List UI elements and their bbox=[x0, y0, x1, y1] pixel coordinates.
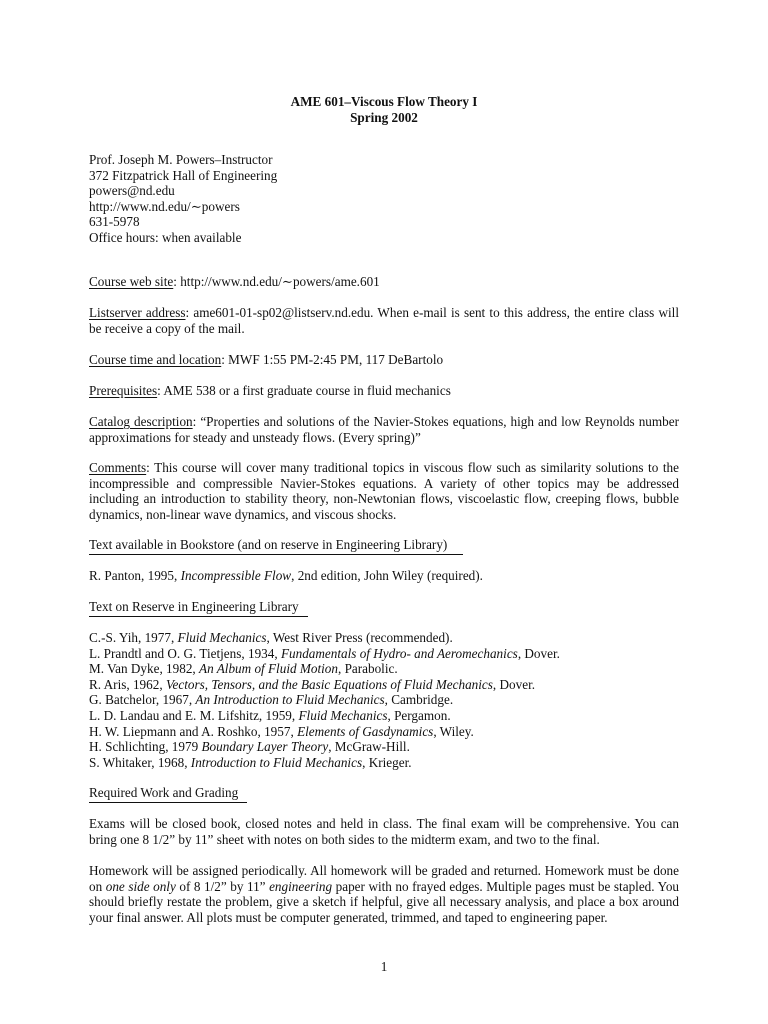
course-term: Spring 2002 bbox=[350, 110, 418, 125]
reserve-entry: L. Prandtl and O. G. Tietjens, 1934, Fundamentals of Hydro- and Aeromechanics, Dover. bbox=[89, 645, 560, 661]
course-time-location bbox=[89, 352, 679, 368]
office-hours: Office hours: when available bbox=[89, 229, 242, 245]
bookstore-heading-rule bbox=[89, 554, 463, 555]
one-side-only: one side only bbox=[105, 878, 176, 894]
instructor-email: powers@nd.edu bbox=[89, 183, 175, 199]
reserve-list bbox=[89, 630, 679, 770]
reserve-entry: M. Van Dyke, 1982, An Album of Fluid Motion, Parabolic. bbox=[89, 661, 398, 677]
required-text-entry bbox=[89, 568, 679, 584]
reserve-entry: R. Aris, 1962, Vectors, Tensors, and the Basic Equations of Fluid Mechanics, Dover. bbox=[89, 676, 536, 692]
course-web-value: : http://www.nd.edu/∼powers/ame.601 bbox=[173, 274, 380, 289]
reserve-heading-rule bbox=[89, 616, 308, 617]
instructor-name: Prof. Joseph M. Powers–Instructor bbox=[89, 152, 273, 167]
course-web-label: Course web site bbox=[89, 274, 174, 289]
reserve-entry: H. W. Liepmann and A. Roshko, 1957, Elements of Gasdynamics, Wiley. bbox=[89, 723, 474, 739]
reserve-entry: S. Whitaker, 1968, Introduction to Fluid Mechanics, Krieger. bbox=[89, 754, 412, 770]
homework-paragraph: Homework will be assigned periodically. All homework will be graded and returned. Homework must be done on one side only of 8 1/2” by 11” engineering paper with no frayed edges. Multiple pages must be stapled. You should briefly restate the problem, give a sketch if helpful, give all necessary analysis, and place a box around your final answer. All plots must be computer generated, trimmed, and taped to engineering paper. bbox=[89, 863, 680, 925]
engineering-emphasis: engineering bbox=[269, 878, 333, 894]
ref-publisher: , 2nd edition, John Wiley (required). bbox=[291, 568, 483, 583]
prerequisites-label: Prerequisites bbox=[89, 383, 158, 398]
bookstore-heading: Text available in Bookstore (and on reserve in Engineering Library) bbox=[89, 537, 448, 552]
reserve-entry: G. Batchelor, 1967, An Introduction to Fluid Mechanics, Cambridge. bbox=[89, 692, 454, 708]
listserver-value: : ame601-01-sp02@listserv.nd.edu. When e-mail is sent to this address, the entire class will be receive a copy of the mail. bbox=[89, 305, 679, 336]
reserve-entry: H. Schlichting, 1979 Boundary Layer Theory, McGraw-Hill. bbox=[89, 739, 410, 755]
listserver-label: Listserver address bbox=[89, 305, 186, 320]
exams-paragraph: Exams will be closed book, closed notes and held in class. The final exam will be comprehensive. You can bring one 8 1/2” by 11” sheet with notes on both sides to the midterm exam, and two to the final. bbox=[89, 816, 679, 847]
catalog-description bbox=[89, 414, 679, 445]
reserve-entry: C.-S. Yih, 1977, Fluid Mechanics, West River Press (recommended). bbox=[89, 630, 453, 645]
ref-author: R. Panton, 1995, bbox=[89, 568, 181, 583]
comments-value: : This course will cover many traditional topics in viscous flow such as similarity solutions to the incompressible and compressible Navier-Stokes equations. A variety of other topics may be addressed including an introduction to stability theory, non-Newtonian flows, viscoelastic flow, creeping flows, bubble dynamics, non-linear wave dynamics, and viscous shocks. bbox=[89, 460, 679, 522]
reserve-entry: L. D. Landau and E. M. Lifshitz, 1959, Fluid Mechanics, Pergamon. bbox=[89, 707, 451, 723]
catalog-value: : “Properties and solutions of the Navier-Stokes equations, high and low Reynolds number approximations for steady and unsteady flows. (Every spring)” bbox=[89, 414, 679, 445]
course-title: AME 601–Viscous Flow Theory I bbox=[290, 94, 478, 109]
instructor-web: http://www.nd.edu/∼powers bbox=[89, 198, 240, 214]
ref-title: Incompressible Flow bbox=[180, 568, 292, 583]
instructor-info bbox=[89, 152, 679, 246]
course-time-value: : MWF 1:55 PM-2:45 PM, 117 DeBartolo bbox=[221, 352, 444, 367]
comments-paragraph bbox=[89, 460, 679, 522]
reserve-heading: Text on Reserve in Engineering Library bbox=[89, 599, 299, 614]
course-web-site bbox=[89, 274, 679, 290]
comments-label: Comments bbox=[89, 460, 147, 475]
grading-heading: Required Work and Grading bbox=[89, 785, 239, 800]
listserver-paragraph bbox=[89, 305, 679, 336]
grading-heading-rule bbox=[89, 802, 247, 803]
course-time-label: Course time and location bbox=[89, 352, 222, 367]
instructor-phone: 631-5978 bbox=[89, 214, 140, 230]
prerequisites bbox=[89, 383, 679, 399]
catalog-label: Catalog description bbox=[89, 414, 193, 429]
prerequisites-value: : AME 538 or a first graduate course in fluid mechanics bbox=[157, 383, 451, 398]
instructor-office: 372 Fitzpatrick Hall of Engineering bbox=[89, 167, 278, 183]
page-number: 1 bbox=[380, 959, 388, 974]
